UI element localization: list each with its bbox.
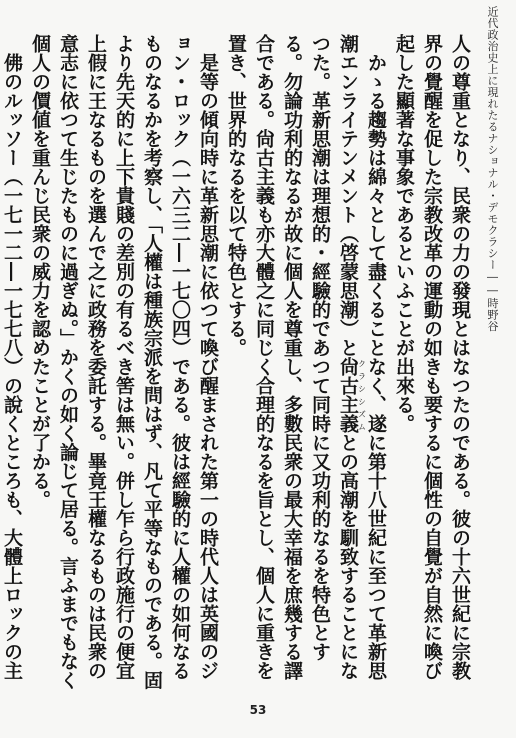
body-text [1,34,474,694]
paragraph: 佛のルッソー（一七一二―一七七八）の說くところも、大體上ロックの主 [1,53,23,680]
paragraph: 人の尊重となり、民衆の力の發現とはなつたのである。彼の十六世紀に宗教界の覺醒を促した宗教改革の運動の如きも要するに個性の自覺が自然に喚び起した顯著な事象であるといふことが出來る。 [393,34,471,680]
page-number: 53 [249,703,267,717]
running-head: 近代政治史上に現れたるナショナル・デモクラシー――時野谷 [486,6,499,332]
ruby-gloss: クラシシズム [357,357,367,433]
paragraph: 是等の傾向時に革新思潮に依つて喚び醒まされた第一の時代人は英國のジョン・ロック（一六三二―一七〇四）である。彼は經驗的に人權の如何なるものなるかを考察し、「人權は種族宗派を問はず、凡て平等なものである。固より先天的に上下貴賤の差別の有るべき筈は無い。併し乍ら行政施行の便宜上假に王なるものを選んで之に政務を委託する。畢竟王權なるものは民衆の意志に依つて生じたものに過ぎぬ。」かくの如く論じて居る。言ふまでもなく個人の價値を重んじ民衆の威力を認めたことが了かる。 [29,34,219,690]
ruby-term: 尙古主義クラシシズム [337,357,367,433]
paragraph: かゝる趨勢は綿々として盡くることなく、遂に第十八世紀に至つて革新思潮エンライテンメント（啓蒙思潮）と尙古主義クラシシズムとの高潮を馴致することになつた。革新思潮は理想的・經驗的であつて同時に又功利的なるを特色とする。勿論功利的なるが故に個人を尊重し、多數民衆の最大幸福を庶幾する譯合である。尙古主義も亦大體之に同じく合理的なるを旨とし、個人に重きを置き、世界的なるを以て特色とする。 [225,34,387,680]
